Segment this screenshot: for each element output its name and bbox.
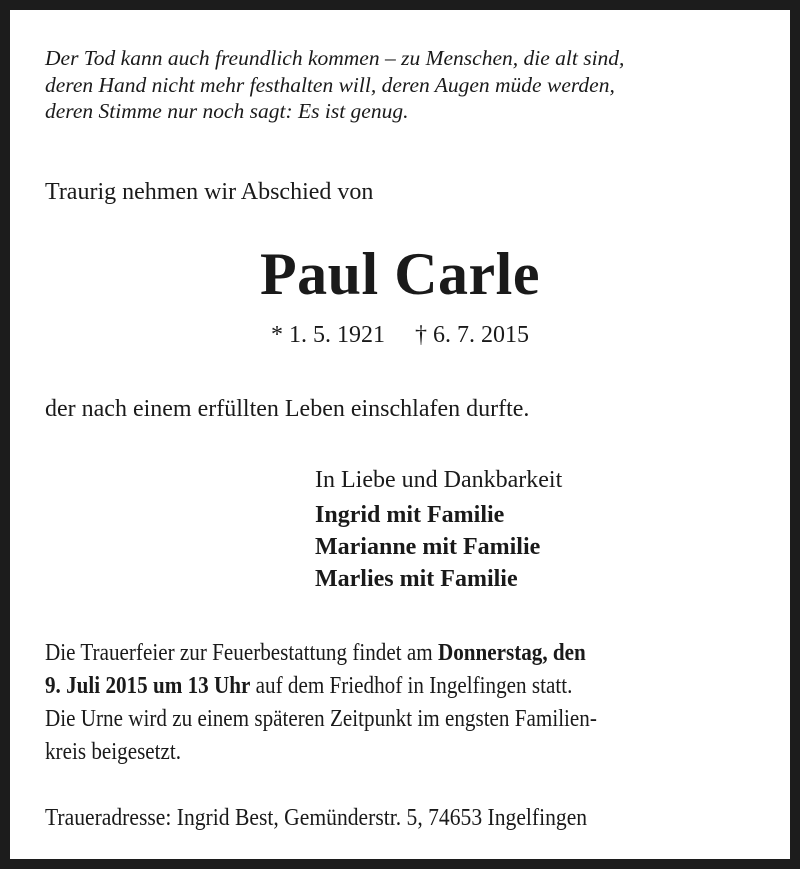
poem-line: Der Tod kann auch freundlich kommen – zu Menschen, die alt sind, xyxy=(45,46,625,70)
obituary-card xyxy=(10,10,790,859)
ceremony-line-4: kreis beigesetzt. xyxy=(45,739,182,765)
farewell-phrase: der nach einem erfüllten Leben einschlafen durfte. xyxy=(45,396,530,422)
ceremony-line-1 xyxy=(45,637,674,670)
ceremony-text: Die Trauerfeier zur Feuerbestattung findet am xyxy=(45,640,438,666)
ceremony-line-2 xyxy=(45,670,674,703)
closing-phrase: In Liebe und Dankbarkeit xyxy=(315,467,563,493)
mourning-address: Traueradresse: Ingrid Best, Gemünderstr. 5, 74653 Ingelfingen xyxy=(45,805,588,831)
ceremony-info xyxy=(45,637,674,769)
mourner-family: Ingrid mit Familie xyxy=(315,502,505,528)
poem-line: deren Stimme nur noch sagt: Es ist genug. xyxy=(45,99,409,123)
ceremony-location: auf dem Friedhof in Ingelfingen statt. xyxy=(250,673,573,699)
life-dates xyxy=(10,320,790,350)
ceremony-day: Donnerstag, den xyxy=(437,640,586,666)
intro-text: Traurig nehmen wir Abschied von xyxy=(45,179,374,205)
death-date: † 6. 7. 2015 xyxy=(415,322,529,348)
mourner-family: Marlies mit Familie xyxy=(315,566,518,592)
mourner-family: Marianne mit Familie xyxy=(315,534,541,560)
deceased-name: Paul Carle xyxy=(260,241,540,307)
birth-date: * 1. 5. 1921 xyxy=(271,322,385,348)
mourners-block xyxy=(315,465,562,595)
ceremony-date-time: 9. Juli 2015 um 13 Uhr xyxy=(45,673,251,699)
poem-quote xyxy=(45,45,624,125)
poem-line: deren Hand nicht mehr festhalten will, deren Augen müde werden, xyxy=(45,72,615,97)
ceremony-line-3: Die Urne wird zu einem späteren Zeitpunkt im engsten Familien- xyxy=(45,706,597,732)
